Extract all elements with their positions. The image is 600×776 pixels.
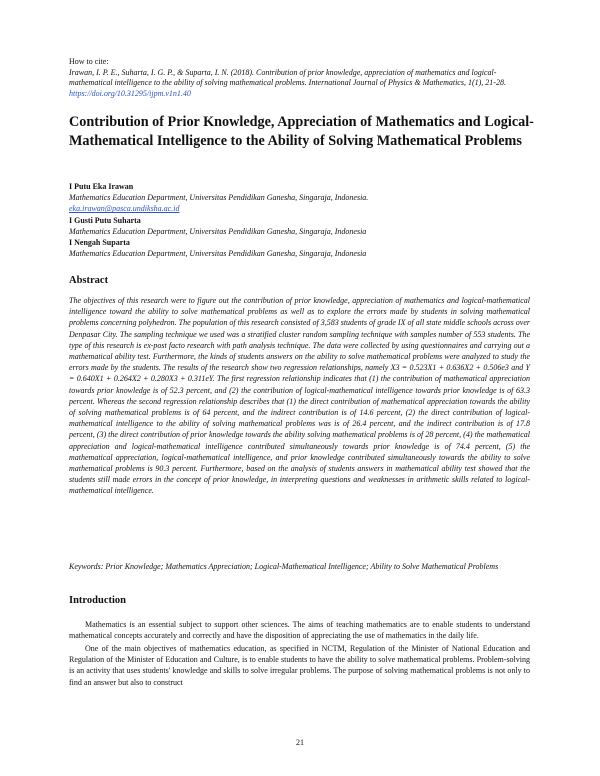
author-affiliation: Mathematics Education Department, Universitas Pendidikan Ganesha, Singaraja, Indonesia xyxy=(69,226,367,236)
introduction-paragraph: One of the main objectives of mathematics education, as specified in NCTM, Regulation of the Minister of National Education and Regulation of the Minister of Education and Culture, is to enable students to have the ability to solve mathematical problems. Problem-solving is an activity that uses students' knowledge and skills to solve irregular problems. The purpose of solving mathematical problems is not only to find an answer but also to construct xyxy=(69,643,530,687)
citation-text xyxy=(69,68,535,100)
author-affiliation: Mathematics Education Department, Universitas Pendidikan Ganesha, Singaraja, Indonesia. xyxy=(69,193,369,203)
introduction-paragraph: Mathematics is an essential subject to support other sciences. The aims of teaching mathematics are to enable students to understand mathematical concepts accurately and correctly and have the disposition of appreciating the use of mathematics in the daily life. xyxy=(69,620,530,641)
keywords-block xyxy=(69,561,530,572)
how-to-cite-label: How to cite: xyxy=(69,57,109,66)
introduction-heading: Introduction xyxy=(69,595,126,606)
abstract-text: The objectives of this research were to figure out the contribution of prior knowledge, appreciation of mathematics and logical-mathematical intelligence toward the ability to solve mathematical problems as well as to explore the errors made by students in solving mathematical problems concerning polyhedron. The population of this research consisted of 3,583 students of grade IX of all state middle schools across over Denpasar City. The sampling technique we used was a stratified cluster random sampling technique with samples number of 553 students. The type of this research is ex-post facto research with path analysis technique. The data were collected by using questionnaires and carrying out a mathematical ability test. Furthermore, the kinds of students answers on the ability to solve mathematical problems were analyzed to study the errors made by the students. The results of the research show two regression relationships, namely X3 = 0.523X1 + 0.636X2 + 0.506e3 and Y = 0.640X1 + 0.264X2 + 0.280X3 + 0.311eY. The first regression relationship indicates that (1) the contribution of mathematical appreciation towards prior knowledge is of 52.3 percent, and (2) the contribution of logical-mathematical intelligence towards prior knowledge is of 63.3 percent. Whereas the second regression relationship describes that (1) the direct contribution of mathematical appreciation towards the ability of solving mathematical problems is of 64 percent, and the indirect contribution is of 14.6 percent, (2) the direct contribution of logical-mathematical intelligence to the ability of solving mathematical problems was is of 26.4 percent, and the indirect contribution is of 17.8 percent, (3) the direct contribution of prior knowledge towards the ability solving mathematical problems is of 28 percent, (4) the mathematical appreciation and logical-mathematical intelligence contributed simultaneously towards prior knowledge is of 74.4 percent, (5) the mathematical appreciation, logical-mathematical intelligence, and prior knowledge contributed simultaneously towards the ability to solve mathematical problems is 90.3 percent. Furthermore, based on the analysis of students answers in mathematical ability test showed that the students still made errors in the concept of prior knowledge, in interpreting questions and weaknesses in arithmetic skills related to logical-mathematical intelligence. xyxy=(69,296,530,496)
abstract-heading: Abstract xyxy=(69,275,109,286)
paper-title: Contribution of Prior Knowledge, Appreciation of Mathematics and Logical-Mathematical Intelligence to the Ability of Solving Mathematical Problems xyxy=(69,114,534,149)
author-email-link[interactable]: eka.irawan@pasca.undiksha.ac.id xyxy=(69,204,180,214)
author-name: I Nengah Suparta xyxy=(69,238,130,248)
author-affiliation: Mathematics Education Department, Universitas Pendidikan Ganesha, Singaraja, Indonesia xyxy=(69,249,367,259)
author-name: I Putu Eka Irawan xyxy=(69,182,134,191)
keywords-text: : Prior Knowledge; Mathematics Appreciation; Logical-Mathematical Intelligence; Ability to Solve Mathematical Problems xyxy=(100,562,499,571)
doi-link[interactable]: https://doi.org/10.31295/ijpm.v1n1.40 xyxy=(69,88,191,98)
author-list xyxy=(69,181,535,259)
author-name: I Gusti Putu Suharta xyxy=(69,215,141,225)
citation-body: Irawan, I. P. E., Suharta, I. G. P., & Suparta, I. N. (2018). Contribution of prior knowledge, appreciation of mathematics and logical-mathematical intelligence to the ability of solving mathematical problems. International Journal of Physics & Mathematics, 1(1), 21-28. xyxy=(69,67,506,88)
page-number: 21 xyxy=(296,738,304,747)
introduction-body xyxy=(69,619,530,689)
how-to-cite-block xyxy=(69,57,535,99)
keywords-label: Keywords xyxy=(69,562,101,571)
